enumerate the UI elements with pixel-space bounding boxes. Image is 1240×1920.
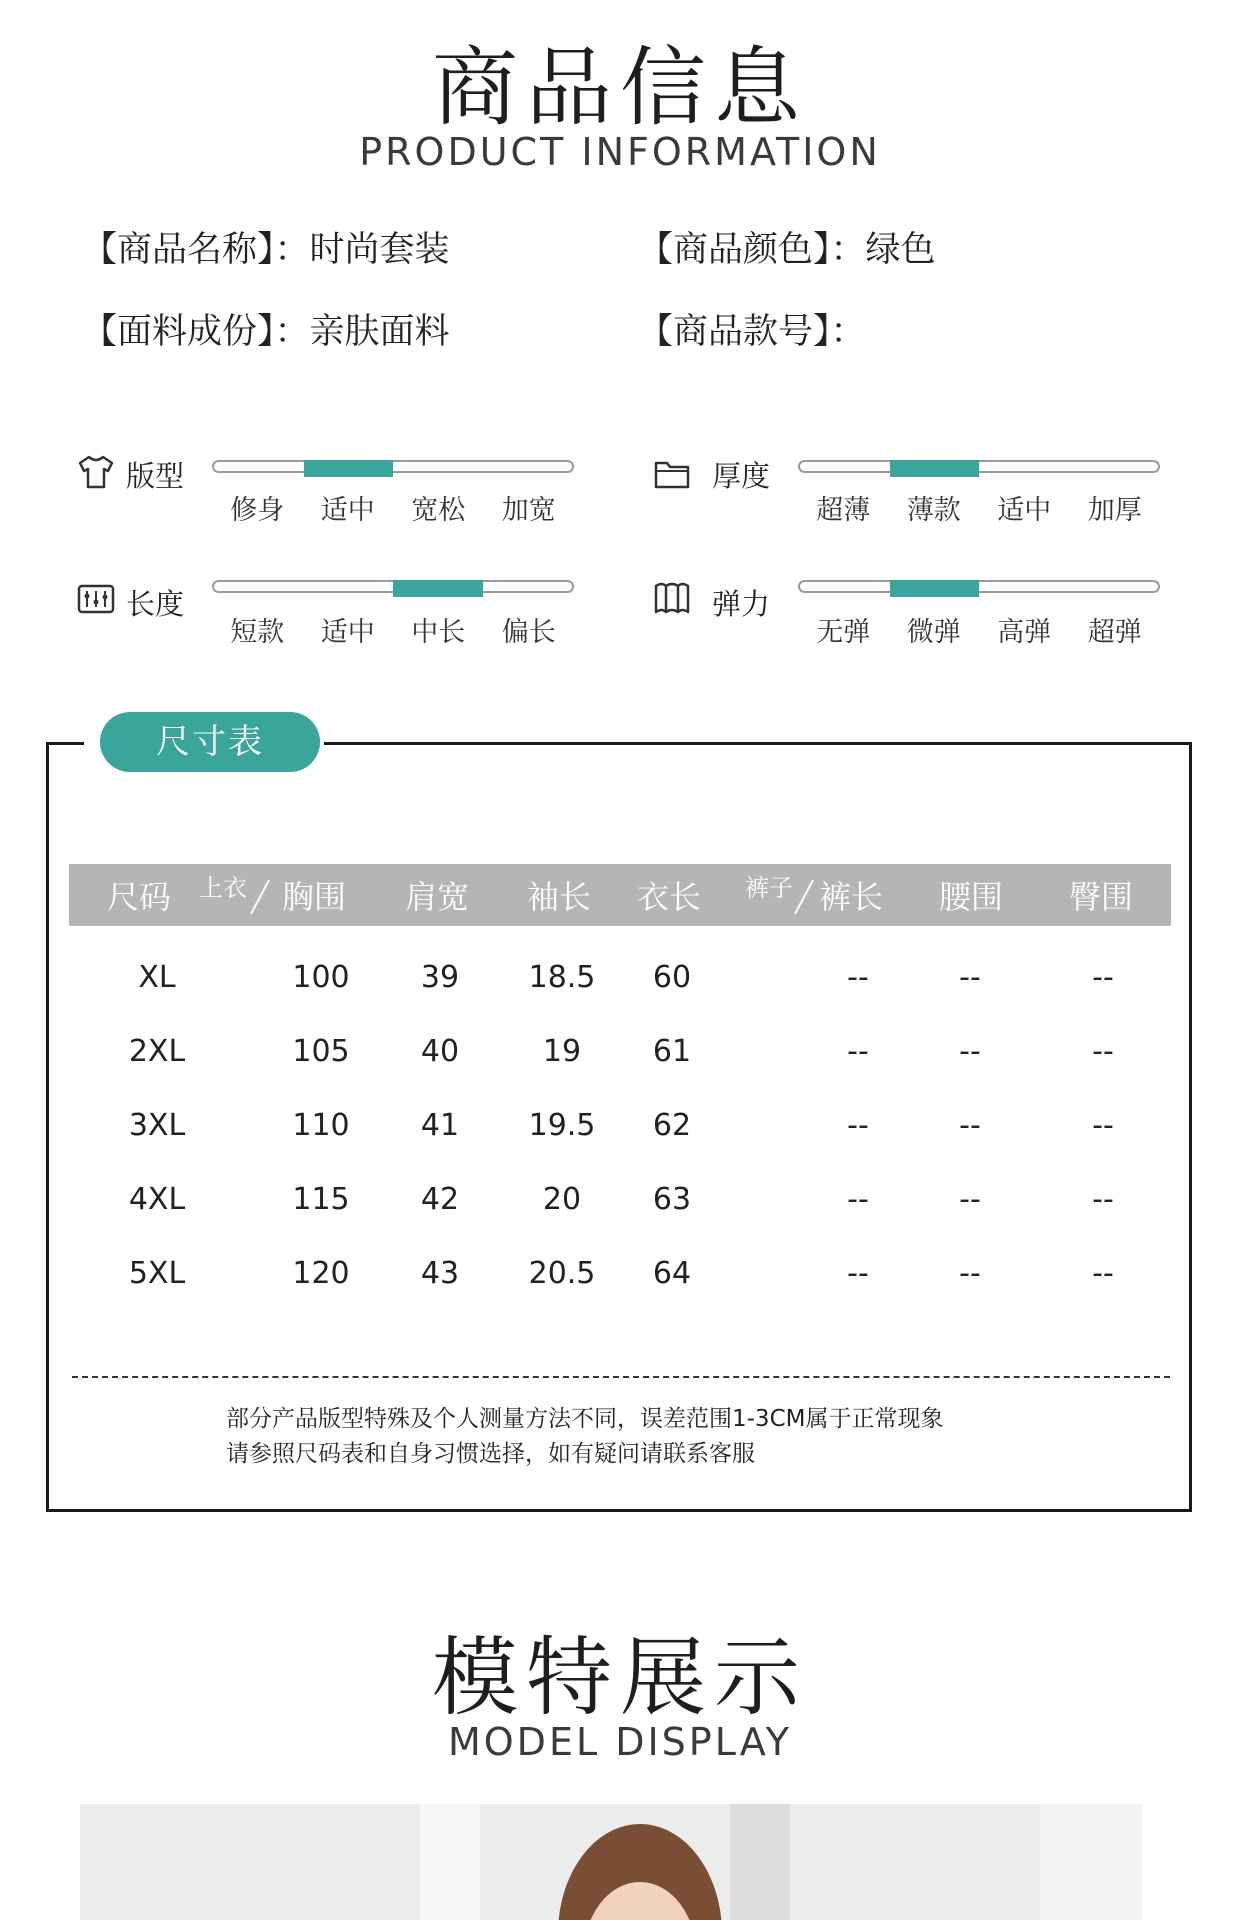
table-row [69, 1182, 1171, 1232]
info-name-label: 【商品名称】： [82, 230, 310, 270]
size-note-line1: 部分产品版型特殊及个人测量方法不同，误差范围1-3CM属于正常现象 [226, 1406, 944, 1432]
info-style-no-label: 【商品款号】： [638, 312, 866, 352]
attr-elasticity-option: 无弹 [816, 617, 871, 648]
attr-thickness-label: 厚度 [712, 459, 771, 493]
th-shoulder: 肩宽 [404, 878, 470, 916]
cell-hip: -- [1092, 1108, 1114, 1143]
attr-elasticity-option: 微弹 [906, 617, 961, 648]
cell-size: 2XL [128, 1034, 186, 1069]
attr-fit-option: 修身 [230, 495, 285, 526]
cell-pants-length: -- [847, 1034, 869, 1069]
th-sleeve: 袖长 [526, 878, 592, 916]
attr-length-track [212, 580, 574, 593]
page-title: 商品信息 [432, 38, 808, 138]
attr-thickness-options [798, 488, 1160, 528]
cell-sleeve: 19 [542, 1034, 582, 1069]
th-waist: 腰围 [938, 878, 1004, 916]
cell-shoulder: 42 [420, 1182, 460, 1217]
cell-hip: -- [1092, 1034, 1114, 1069]
th-pants-length: 裤长 [818, 878, 884, 916]
cell-shoulder: 40 [420, 1034, 460, 1069]
cell-size: 3XL [128, 1108, 186, 1143]
info-color [638, 222, 936, 272]
cell-chest: 110 [292, 1108, 350, 1143]
cell-size: XL [138, 960, 176, 995]
attr-fit-options [212, 488, 574, 528]
ruler-icon [76, 580, 116, 620]
th-pants-slash [794, 880, 814, 914]
cell-sleeve: 19.5 [528, 1108, 596, 1143]
th-pants-group: 裤子 [745, 874, 793, 902]
attr-fit-track [212, 460, 574, 473]
info-color-label: 【商品颜色】： [638, 230, 866, 270]
table-row [69, 1108, 1171, 1158]
folder-icon [652, 454, 692, 494]
attr-elasticity-options [798, 610, 1160, 650]
attr-fit-label: 版型 [126, 459, 185, 493]
th-size: 尺码 [106, 878, 172, 916]
cell-shoulder: 41 [420, 1108, 460, 1143]
cell-pants-length: -- [847, 1182, 869, 1217]
cell-waist: -- [959, 1108, 981, 1143]
info-name-value: 时尚套装 [309, 230, 450, 270]
info-style-no [638, 304, 866, 354]
model-photo-illustration [80, 1804, 1142, 1920]
cell-sleeve: 20 [542, 1182, 582, 1217]
attr-thickness-fill [890, 460, 980, 477]
model-title: 模特展示 [432, 1628, 808, 1728]
th-chest: 胸围 [281, 878, 347, 916]
cell-length: 63 [652, 1182, 692, 1217]
cell-hip: -- [1092, 960, 1114, 995]
cell-waist: -- [959, 1256, 981, 1291]
cell-size: 5XL [128, 1256, 186, 1291]
attr-length-label: 长度 [126, 587, 185, 621]
cell-length: 60 [652, 960, 692, 995]
cell-length: 61 [652, 1034, 692, 1069]
cell-pants-length: -- [847, 960, 869, 995]
tshirt-icon [76, 452, 116, 492]
attr-length-options [212, 610, 574, 650]
cell-shoulder: 39 [420, 960, 460, 995]
attr-length-option: 适中 [320, 617, 375, 648]
attr-fit-fill [304, 460, 394, 477]
cell-size: 4XL [128, 1182, 186, 1217]
cell-hip: -- [1092, 1256, 1114, 1291]
info-fabric-value: 亲肤面料 [309, 312, 450, 352]
attr-length-option: 中长 [411, 617, 466, 648]
model-subtitle: MODEL DISPLAY [447, 1720, 793, 1764]
cell-chest: 120 [292, 1256, 350, 1291]
cell-waist: -- [959, 1034, 981, 1069]
cell-waist: -- [959, 960, 981, 995]
attr-thickness-option: 加厚 [1087, 495, 1142, 526]
cell-length: 64 [652, 1256, 692, 1291]
info-name [82, 222, 450, 272]
info-fabric [82, 304, 450, 354]
cell-chest: 115 [292, 1182, 350, 1217]
attr-thickness-option: 薄款 [906, 495, 961, 526]
th-top-group: 上衣 [199, 874, 247, 902]
attr-elasticity-track [798, 580, 1160, 593]
size-table-divider [72, 1376, 1170, 1378]
attr-length-option: 短款 [230, 617, 285, 648]
attr-thickness-option: 适中 [997, 495, 1052, 526]
cell-sleeve: 20.5 [528, 1256, 596, 1291]
attr-fit-option: 适中 [320, 495, 375, 526]
cell-length: 62 [652, 1108, 692, 1143]
cell-pants-length: -- [847, 1256, 869, 1291]
size-table-header [69, 864, 1171, 926]
cell-chest: 105 [292, 1034, 350, 1069]
model-photo [80, 1804, 1142, 1920]
cell-pants-length: -- [847, 1108, 869, 1143]
cell-chest: 100 [292, 960, 350, 995]
th-top-slash [250, 880, 270, 914]
attr-elasticity-fill [890, 580, 980, 597]
table-row [69, 960, 1171, 1010]
info-fabric-label: 【面料成份】： [82, 312, 310, 352]
table-row [69, 1256, 1171, 1306]
cell-shoulder: 43 [420, 1256, 460, 1291]
attr-length-option: 偏长 [501, 617, 556, 648]
attr-length-fill [393, 580, 483, 597]
cell-waist: -- [959, 1182, 981, 1217]
attr-thickness-option: 超薄 [816, 495, 871, 526]
attr-fit-option: 加宽 [501, 495, 556, 526]
attr-elasticity-label: 弹力 [712, 587, 771, 621]
size-table-badge: 尺寸表 [100, 712, 320, 772]
fabric-icon [652, 578, 692, 618]
table-row [69, 1034, 1171, 1084]
attr-fit-option: 宽松 [411, 495, 466, 526]
attr-thickness-track [798, 460, 1160, 473]
cell-hip: -- [1092, 1182, 1114, 1217]
page-subtitle: PRODUCT INFORMATION [359, 130, 881, 174]
attr-elasticity-option: 超弹 [1087, 617, 1142, 648]
size-note-line2: 请参照尺码表和自身习惯选择，如有疑问请联系客服 [226, 1441, 755, 1467]
attr-elasticity-option: 高弹 [997, 617, 1052, 648]
info-color-value: 绿色 [865, 230, 936, 270]
th-hip: 臀围 [1068, 878, 1134, 916]
th-length: 衣长 [636, 878, 702, 916]
cell-sleeve: 18.5 [528, 960, 596, 995]
